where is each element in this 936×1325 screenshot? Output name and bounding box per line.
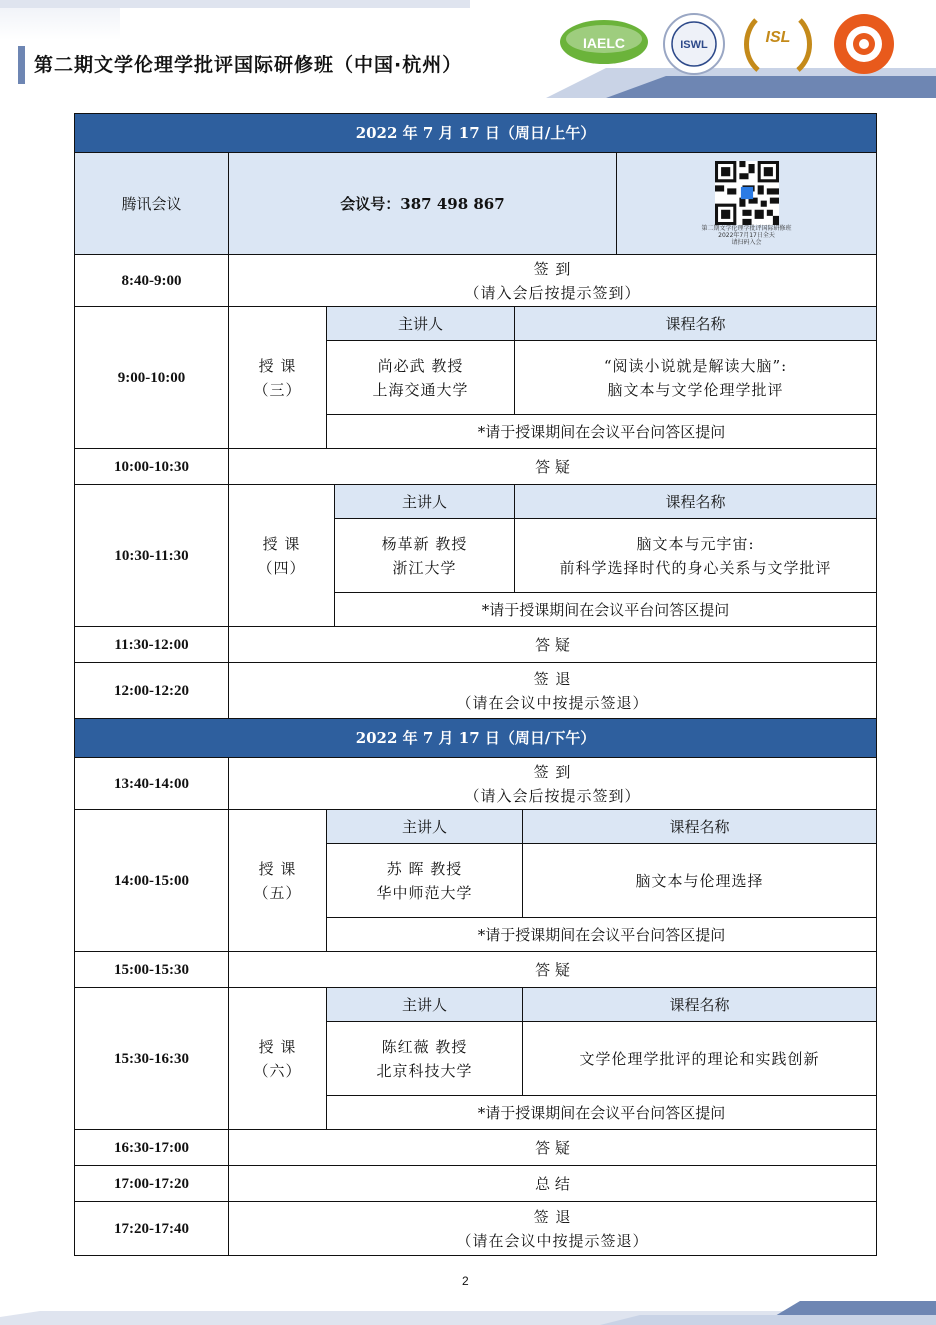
signin-row-afternoon (75, 758, 877, 810)
footer-wave-decoration (0, 1301, 936, 1325)
speaker-name: 杨革新 教授 浙江大学 (335, 519, 515, 593)
time-cell: 10:30-11:30 (75, 485, 229, 627)
signin-text: 签 到 （请入会后按提示签到） (229, 758, 877, 810)
qr-code[interactable] (715, 161, 779, 225)
platform-label: 腾讯会议 (75, 153, 229, 255)
logo-strip (558, 12, 918, 72)
meeting-id (229, 153, 617, 255)
qr-code-cell[interactable] (617, 153, 877, 255)
svg-text:ISL: ISL (765, 29, 791, 46)
fwls-logo (830, 12, 898, 76)
iaelc-logo (558, 12, 650, 72)
lecture-label: 授 课 （四） (229, 485, 335, 627)
course-title: 脑文本与伦理选择 (523, 844, 877, 918)
time-cell: 12:00-12:20 (75, 663, 229, 719)
course-header: 课程名称 (515, 485, 877, 519)
course-title: 文学伦理学批评的理论和实践创新 (523, 1022, 877, 1096)
top-stripe (0, 0, 470, 8)
svg-text:ISWL: ISWL (680, 39, 708, 51)
speaker-header: 主讲人 (327, 810, 523, 844)
svg-text:IAELC: IAELC (583, 35, 625, 51)
afternoon-date-label: 2022 年 7 月 17 日（周日/下午） (75, 719, 877, 758)
time-cell: 16:30-17:00 (75, 1130, 229, 1166)
signin-text: 签 到 （请入会后按提示签到） (229, 255, 877, 307)
speaker-header: 主讲人 (335, 485, 515, 519)
speaker-name: 尚必武 教授 上海交通大学 (327, 341, 515, 415)
lecture-label: 授 课 （六） (229, 988, 327, 1130)
qa-note: *请于授课期间在会议平台问答区提问 (335, 593, 877, 627)
speaker-header: 主讲人 (327, 988, 523, 1022)
course-header: 课程名称 (515, 307, 877, 341)
qa-note: *请于授课期间在会议平台问答区提问 (327, 415, 877, 449)
signout-text: 签 退 （请在会议中按提示签退） (229, 663, 877, 719)
summary-text: 总 结 (229, 1166, 877, 1202)
qa-text: 答 疑 (229, 1130, 877, 1166)
lecture-5-header (75, 810, 877, 844)
speaker-header: 主讲人 (327, 307, 515, 341)
meeting-id-text: 会议号：387 498 867 (340, 194, 505, 213)
meeting-info-row (75, 153, 877, 255)
time-cell: 8:40-9:00 (75, 255, 229, 307)
isl-logo (738, 12, 818, 76)
course-title: “阅读小说就是解读大脑”: 脑文本与文学伦理学批评 (515, 341, 877, 415)
time-cell: 17:20-17:40 (75, 1202, 229, 1256)
lecture-4-header (75, 485, 877, 519)
course-header: 课程名称 (523, 988, 877, 1022)
afternoon-section-header (75, 719, 877, 758)
qa-note: *请于授课期间在会议平台问答区提问 (327, 1096, 877, 1130)
time-cell: 15:00-15:30 (75, 952, 229, 988)
qa-text: 答 疑 (229, 627, 877, 663)
lecture-6-header (75, 988, 877, 1022)
course-title: 脑文本与元宇宙: 前科学选择时代的身心关系与文学批评 (515, 519, 877, 593)
time-cell: 15:30-16:30 (75, 988, 229, 1130)
qa-row (75, 1130, 877, 1166)
title-accent-bar (18, 46, 25, 84)
qa-note: *请于授课期间在会议平台问答区提问 (327, 918, 877, 952)
signin-row-morning (75, 255, 877, 307)
summary-row (75, 1166, 877, 1202)
morning-section-header (75, 114, 877, 153)
page-title: 第二期文学伦理学批评国际研修班（中国·杭州） (34, 54, 463, 76)
speaker-name: 陈红薇 教授 北京科技大学 (327, 1022, 523, 1096)
signout-row-afternoon (75, 1202, 877, 1256)
iswl-logo (662, 12, 726, 76)
morning-date-label: 2022 年 7 月 17 日（周日/上午） (75, 114, 877, 153)
time-cell: 10:00-10:30 (75, 449, 229, 485)
qa-row (75, 449, 877, 485)
time-cell: 9:00-10:00 (75, 307, 229, 449)
time-cell: 13:40-14:00 (75, 758, 229, 810)
time-cell: 14:00-15:00 (75, 810, 229, 952)
qr-caption: 第二期文学伦理学批评国际研修班 2022年7月17日全天 请扫码入会 (701, 225, 792, 246)
qa-row (75, 627, 877, 663)
lecture-3-header (75, 307, 877, 341)
schedule-table (74, 113, 877, 1256)
lecture-label: 授 课 （三） (229, 307, 327, 449)
signout-text: 签 退 （请在会议中按提示签退） (229, 1202, 877, 1256)
qa-text: 答 疑 (229, 952, 877, 988)
lecture-label: 授 课 （五） (229, 810, 327, 952)
course-header: 课程名称 (523, 810, 877, 844)
speaker-name: 苏 晖 教授 华中师范大学 (327, 844, 523, 918)
page-number: 2 (462, 1274, 469, 1288)
signout-row-morning (75, 663, 877, 719)
qa-row (75, 952, 877, 988)
time-cell: 17:00-17:20 (75, 1166, 229, 1202)
qa-text: 答 疑 (229, 449, 877, 485)
time-cell: 11:30-12:00 (75, 627, 229, 663)
